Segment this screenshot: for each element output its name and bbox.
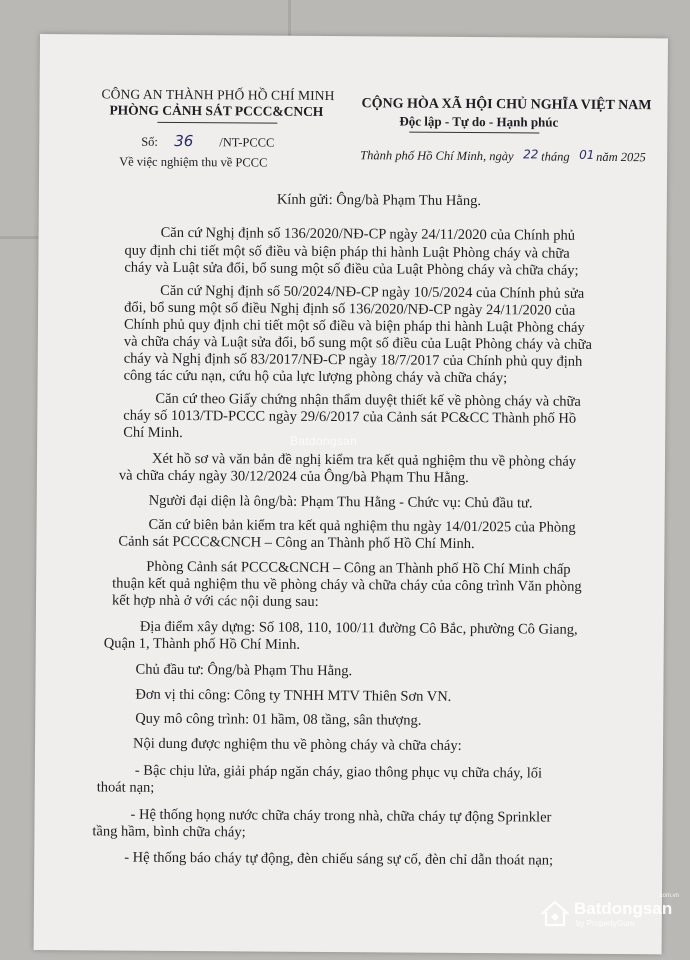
motto-underline (409, 132, 539, 134)
watermark-domain: .com.vn (658, 893, 680, 899)
body-line: - Bậc chịu lửa, giải pháp ngăn cháy, giao thông phục vụ chữa cháy, lối (134, 762, 543, 782)
body-line: Người đại diện là ông/bà: Phạm Thu Hằng - Chức vụ: Chủ đầu tư. (148, 492, 533, 512)
date-year: năm 2025 (596, 149, 646, 165)
document-number-suffix: /NT-PCCC (219, 135, 275, 150)
body-line: Cảnh sát PCCC&CNCH – Công an Thành phố Hồ Chí Minh. (118, 533, 475, 553)
watermark-logo (540, 895, 690, 940)
date-day: 22 (523, 147, 539, 162)
body-line: và chữa cháy và Luật sửa đổi, bổ sung một số điều của Luật Phòng cháy và chữa (123, 333, 593, 353)
house-logo-icon (540, 899, 570, 929)
watermark-center: Batdongsan (290, 434, 358, 448)
body-line: Căn cứ theo Giấy chứng nhận thẩm duyệt thiết kế về phòng cháy và chữa (155, 390, 581, 410)
floor-tile-seam-left (0, 236, 40, 239)
body-line: cháy và Nghị định số 83/2017/NĐ-CP ngày 18/7/2017 của Chính phủ quy định (123, 350, 583, 370)
body-line: Chính phủ quy định chi tiết một số điều và biện pháp thi hành Luật Phòng cháy (123, 316, 585, 336)
body-line: Quận 1, Thành phố Hồ Chí Minh. (103, 635, 301, 653)
watermark-sub: by PropertyGuru (576, 919, 635, 928)
recipient-line: Kính gửi: Ông/bà Phạm Thu Hằng. (276, 191, 482, 210)
body-line: Xét hồ sơ và văn bản đề nghị kiểm tra kết quả nghiệm thu về phòng cháy (151, 450, 577, 470)
floor-tile-seam-top (288, 0, 291, 38)
body-line: - Hệ thống báo cháy tự động, đèn chiếu sáng sự cố, đèn chỉ dẫn thoát nạn; (124, 849, 554, 869)
body-line: thuận kết quả nghiệm thu về phòng cháy và chữa cháy của công trình Văn phòng (112, 575, 582, 595)
document-number-value: 36 (174, 131, 194, 151)
body-line: Chủ đầu tư: Ông/bà Phạm Thu Hằng. (135, 661, 353, 680)
body-line: cháy và Luật sửa đổi, bổ sung một số điều của Luật Phòng cháy và chữa cháy; (124, 259, 579, 279)
body-line: công tác cứu nạn, cứu hộ của lực lượng phòng cháy và chữa cháy; (123, 367, 508, 387)
body-line: Căn cứ Nghị định số 50/2024/NĐ-CP ngày 10/5/2024 của Chính phủ sửa (160, 282, 585, 302)
date-month-label: tháng (541, 149, 570, 164)
nation-motto: Độc lập - Tự do - Hạnh phúc (399, 113, 559, 130)
body-line: Quy mô công trình: 01 hầm, 08 tầng, sân thượng. (135, 710, 422, 729)
document-page (34, 34, 668, 954)
date-month: 01 (579, 147, 595, 162)
document-subject: Về việc nghiệm thu về PCCC (119, 154, 268, 170)
document-number-label: Số: (141, 134, 158, 149)
body-line: đổi, bổ sung một số điều Nghị định số 136/2020/NĐ-CP ngày 24/11/2020 của (124, 299, 576, 319)
body-line: Nội dung được nghiệm thu về phòng cháy và chữa cháy: (132, 735, 462, 754)
agency-name: PHÒNG CẢNH SÁT PCCC&CNCH (109, 102, 324, 119)
body-line: Phòng Cảnh sát PCCC&CNCH – Công an Thành phố Hồ Chí Minh chấp (146, 558, 571, 578)
body-line: thoát nạn; (96, 779, 155, 796)
body-line: Căn cứ Nghị định số 136/2020/NĐ-CP ngày 24/11/2020 của Chính phủ (160, 224, 576, 244)
body-line: Chí Minh. (123, 424, 183, 442)
nation-title: CỘNG HÒA XÃ HỘI CHỦ NGHĨA VIỆT NAM (361, 96, 652, 114)
date-prefix: Thành phố Hồ Chí Minh, ngày (360, 148, 514, 164)
body-line: Căn cứ biên bản kiểm tra kết quả nghiệm thu ngày 14/01/2025 của Phòng (148, 516, 576, 536)
agency-underline (157, 122, 277, 124)
body-line: quy định chi tiết một số điều và biện pháp thi hành Luật Phòng cháy và chữa (124, 242, 570, 262)
body-line: cháy số 1013/TD-PCCC ngày 29/6/2017 của Cảnh sát PC&CC Thành phố Hồ (123, 407, 577, 427)
body-line: Đơn vị thi công: Công ty TNHH MTV Thiên Sơn VN. (135, 686, 452, 705)
body-line: Địa điểm xây dựng: Số 108, 110, 100/11 đường Cô Bắc, phường Cô Giang, (139, 618, 578, 638)
agency-parent: CÔNG AN THÀNH PHỐ HỒ CHÍ MINH (101, 86, 335, 104)
body-line: và chữa cháy ngày 30/12/2024 của Ông/bà Phạm Thu Hằng. (118, 467, 469, 487)
watermark-brand: Batdongsan (574, 899, 673, 918)
body-line: tầng hầm, bình chữa cháy; (92, 823, 246, 841)
body-line: kết hợp nhà ở với các nội dung sau: (111, 592, 319, 610)
body-line: - Hệ thống họng nước chữa cháy trong nhà, chữa cháy tự động Sprinkler (130, 806, 552, 826)
